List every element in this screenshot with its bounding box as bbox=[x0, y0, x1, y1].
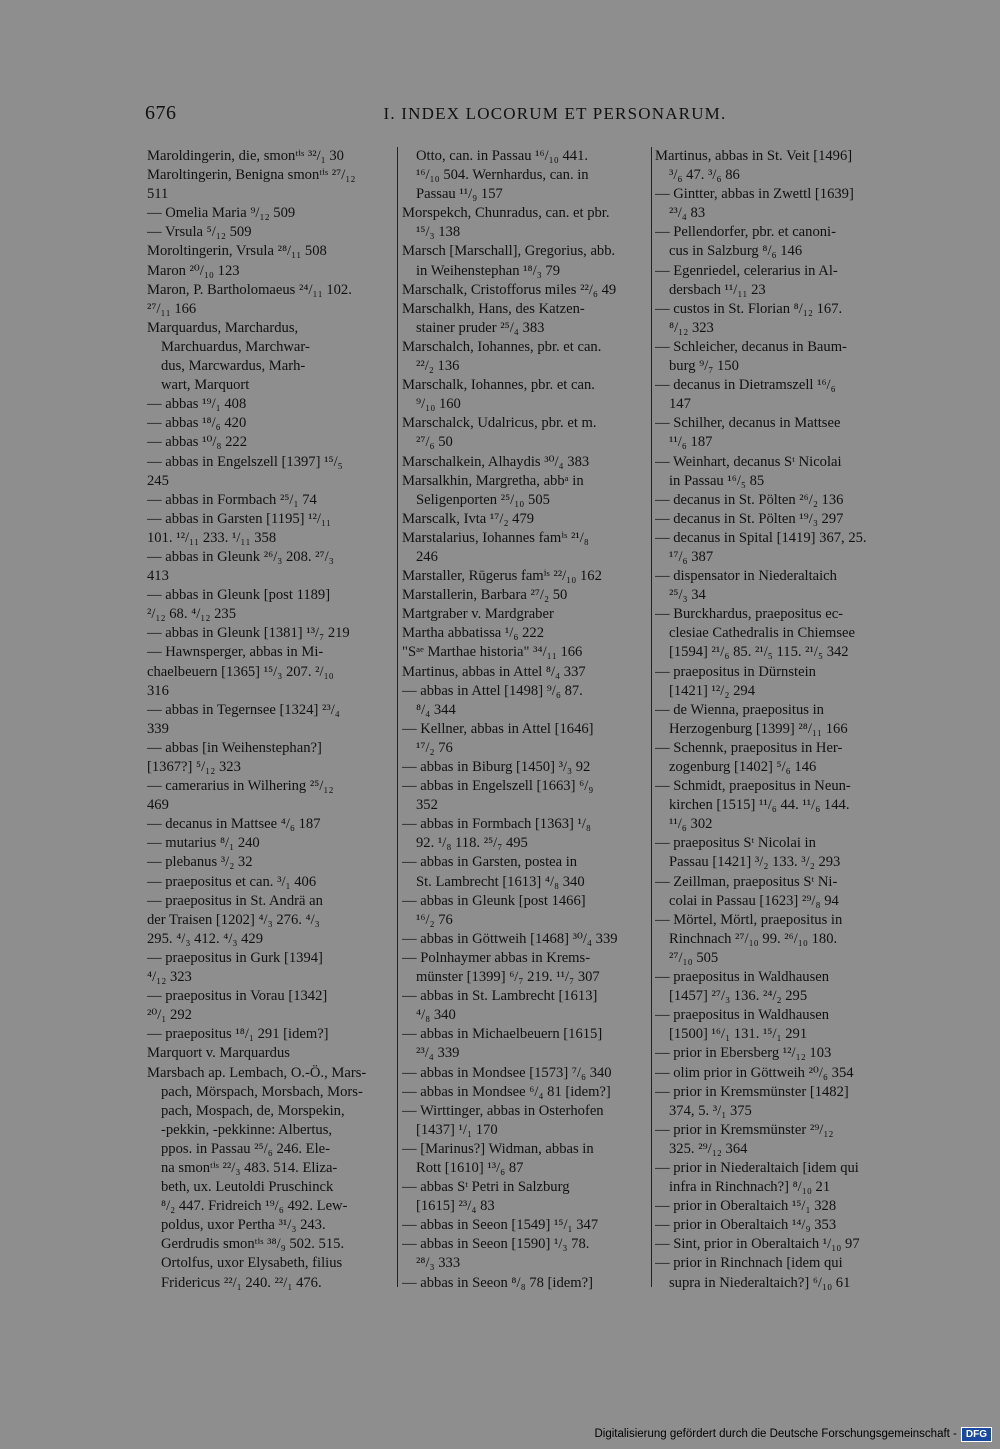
index-line: ⁸/₁₂ 323 bbox=[669, 319, 714, 336]
index-line: — abbas [in Weihenstephan?] bbox=[147, 739, 322, 756]
index-line: ¹⁵/₃ 138 bbox=[416, 224, 461, 241]
index-line: cus in Salzburg ⁸/₆ 146 bbox=[669, 243, 803, 260]
index-line: — prior in Ebersberg ¹²/₁₂ 103 bbox=[655, 1045, 832, 1062]
index-line: Marsalkhin, Margretha, abbᵃ in bbox=[402, 472, 584, 489]
index-line: — dispensator in Niederaltaich bbox=[655, 568, 837, 585]
index-line: chaelbeuern [1365] ¹⁵/₃ 207. ²/₁₀ bbox=[147, 663, 334, 680]
index-line: [1500] ¹⁶/₁ 131. ¹⁵/₁ 291 bbox=[669, 1026, 808, 1043]
index-line: — abbas in Engelszell [1663] ⁶/₉ bbox=[402, 778, 594, 795]
index-line: in Weihenstephan ¹⁸/₃ 79 bbox=[416, 262, 561, 279]
index-line: [1594] ²¹/₆ 85. ²¹/₅ 115. ²¹/₅ 342 bbox=[669, 644, 849, 661]
index-line: "Sᵃᵉ Marthae historia" ³⁴/₁₁ 166 bbox=[402, 644, 583, 661]
index-line: — praepositus et can. ³/₁ 406 bbox=[147, 873, 317, 890]
index-line: Marstaller, Rūgerus famⁱˢ ²²/₁₀ 162 bbox=[402, 568, 602, 585]
index-line: — praepositus ¹⁸/₁ 291 [idem?] bbox=[147, 1026, 329, 1043]
index-line: — Wirttinger, abbas in Osterhofen bbox=[402, 1102, 604, 1119]
index-line: — abbas in Attel [1498] ⁹/₆ 87. bbox=[402, 682, 583, 699]
index-line: — olim prior in Göttweih ²⁰/₆ 354 bbox=[655, 1064, 854, 1081]
index-line: 246 bbox=[416, 548, 438, 565]
index-line: — Omelia Maria ⁹/₁₂ 509 bbox=[147, 205, 296, 222]
index-line: — decanus in Dietramszell ¹⁶/₆ bbox=[655, 377, 836, 394]
index-line: — decanus in Spital [1419] 367, 25. bbox=[655, 529, 867, 546]
index-line: 511 bbox=[147, 186, 169, 203]
index-line: Herzogenburg [1399] ²⁸/₁₁ 166 bbox=[669, 720, 848, 737]
index-line: Martinus, abbas in Attel ⁸/₄ 337 bbox=[402, 663, 586, 680]
index-line: Maron ²⁰/₁₀ 123 bbox=[147, 262, 240, 279]
index-line: ²⁰/₁ 292 bbox=[147, 1007, 192, 1024]
index-line: ¹⁶/₁₀ 504. Wernhardus, can. in bbox=[416, 167, 589, 184]
index-line: ²⁷/₆ 50 bbox=[416, 434, 453, 451]
index-line: Martinus, abbas in St. Veit [1496] bbox=[655, 148, 853, 164]
index-line: — Weinhart, decanus Sᵗ Nicolai bbox=[655, 453, 842, 470]
index-line: — abbas ¹⁸/₆ 420 bbox=[147, 415, 247, 432]
index-line: ²³/₄ 83 bbox=[669, 205, 706, 222]
index-line: Marchuardus, Marchwar- bbox=[161, 338, 310, 355]
index-line: — abbas in Seeon [1590] ¹/₃ 78. bbox=[402, 1236, 590, 1253]
index-line: kirchen [1515] ¹¹/₆ 44. ¹¹/₆ 144. bbox=[669, 797, 850, 814]
index-line: poldus, uxor Pertha ³¹/₃ 243. bbox=[161, 1217, 326, 1234]
index-line: ¹¹/₆ 302 bbox=[669, 816, 713, 833]
index-line: — praepositus in Waldhausen bbox=[655, 969, 830, 986]
index-line: ²²/₂ 136 bbox=[416, 358, 460, 375]
index-line: — abbas in Seeon ⁸/₈ 78 [idem?] bbox=[402, 1274, 593, 1291]
index-line: — prior in Kremsmünster ²⁹/₁₂ bbox=[655, 1121, 834, 1138]
index-line: — praepositus in Gurk [1394] bbox=[147, 949, 323, 966]
running-title: I. INDEX LOCORUM ET PERSONARUM. bbox=[383, 104, 727, 123]
index-line: dus, Marcwardus, Marh- bbox=[161, 358, 306, 375]
index-line: ²/₁₂ 68. ⁴/₁₂ 235 bbox=[147, 606, 237, 623]
index-line: — abbas in Göttweih [1468] ³⁰/₄ 339 bbox=[402, 930, 618, 947]
index-line: Maron, P. Bartholomaeus ²⁴/₁₁ 102. bbox=[147, 281, 352, 298]
index-column-3 bbox=[655, 147, 901, 1293]
index-line: 295. ⁴/₃ 412. ⁴/₃ 429 bbox=[147, 930, 264, 947]
index-line: ³/₆ 47. ³/₆ 86 bbox=[669, 167, 740, 184]
dfg-logo: DFG bbox=[961, 1427, 992, 1442]
index-line: — Schilher, decanus in Mattsee bbox=[655, 415, 841, 432]
index-line: Marschalck, Udalricus, pbr. et m. bbox=[402, 415, 597, 432]
index-line: — abbas in St. Lambrecht [1613] bbox=[402, 988, 598, 1005]
index-line: 101. ¹²/₁₁ 233. ¹/₁₁ 358 bbox=[147, 529, 277, 546]
index-line: 339 bbox=[147, 720, 169, 737]
index-line: 469 bbox=[147, 797, 169, 814]
index-line: infra in Rinchnach?] ⁸/₁₀ 21 bbox=[669, 1179, 831, 1196]
index-line: dersbach ¹¹/₁₁ 23 bbox=[669, 281, 766, 298]
index-line: ¹⁶/₂ 76 bbox=[416, 911, 453, 928]
index-line: Morspekch, Chunradus, can. et pbr. bbox=[402, 205, 610, 222]
index-line: 325. ²⁹/₁₂ 364 bbox=[669, 1140, 748, 1157]
index-line: Maroltingerin, Benigna smonᵗⁱˢ ²⁷/₁₂ bbox=[147, 167, 356, 184]
index-line: Marschalk, Iohannes, pbr. et can. bbox=[402, 377, 595, 394]
index-line: Marschalkh, Hans, des Katzen- bbox=[402, 300, 585, 317]
index-line: 413 bbox=[147, 568, 169, 585]
index-line: — Kellner, abbas in Attel [1646] bbox=[402, 720, 594, 737]
index-line: — plebanus ³/₂ 32 bbox=[147, 854, 253, 871]
index-line: ⁹/₁₀ 160 bbox=[416, 396, 461, 413]
index-line: — Hawnsperger, abbas in Mi- bbox=[147, 644, 324, 661]
index-line: — Vrsula ⁵/₁₂ 509 bbox=[147, 224, 252, 241]
index-line: pach, Mörspach, Morsbach, Mors- bbox=[161, 1083, 363, 1100]
index-line: ⁸/₂ 447. Fridreich ¹⁹/₆ 492. Lew- bbox=[161, 1198, 348, 1215]
index-line: colai in Passau [1623] ²⁹/₈ 94 bbox=[669, 892, 839, 909]
index-line: 352 bbox=[416, 797, 438, 814]
index-line: Maroldingerin, die, smonᵗⁱˢ ³²/₁ 30 bbox=[147, 148, 344, 164]
index-line: Passau [1421] ³/₂ 133. ³/₂ 293 bbox=[669, 854, 841, 871]
index-line: münster [1399] ⁶/₇ 219. ¹¹/₇ 307 bbox=[416, 969, 600, 986]
index-line: Marschalkein, Alhaydis ³⁰/₄ 383 bbox=[402, 453, 590, 470]
index-line: ⁸/₄ 344 bbox=[416, 701, 456, 718]
index-line: ⁴/₈ 340 bbox=[416, 1007, 456, 1024]
index-line: Gerdrudis smonᵗⁱˢ ³⁸/₉ 502. 515. bbox=[161, 1236, 345, 1253]
index-line: beth, ux. Leutoldi Pruschinck bbox=[161, 1179, 334, 1196]
index-line: Marschalch, Iohannes, pbr. et can. bbox=[402, 338, 602, 355]
index-line: — Polnhaymer abbas in Krems- bbox=[402, 949, 591, 966]
index-line: Marscalk, Ivta ¹⁷/₂ 479 bbox=[402, 510, 535, 527]
index-line: — Schennk, praepositus in Her- bbox=[655, 739, 843, 756]
index-line: Marstallerin, Barbara ²⁷/₂ 50 bbox=[402, 587, 568, 604]
index-line: ⁴/₁₂ 323 bbox=[147, 969, 192, 986]
index-line: ²⁷/₁₁ 166 bbox=[147, 300, 197, 317]
index-line: — abbas in Formbach ²⁵/₁ 74 bbox=[147, 491, 317, 508]
column-divider bbox=[651, 147, 652, 1287]
index-line: — prior in Kremsmünster [1482] bbox=[655, 1083, 849, 1100]
index-line: Marstalarius, Iohannes famⁱˢ ²¹/₈ bbox=[402, 529, 589, 546]
index-line: — abbas in Formbach [1363] ¹/₈ bbox=[402, 816, 592, 833]
index-line: — [Marinus?] Widman, abbas in bbox=[402, 1140, 594, 1157]
page-header bbox=[145, 102, 905, 132]
index-line: Martha abbatissa ¹/₆ 222 bbox=[402, 625, 544, 642]
index-line: ²⁵/₃ 34 bbox=[669, 587, 706, 604]
index-line: Marschalk, Cristofforus miles ²²/₆ 49 bbox=[402, 281, 617, 298]
index-line: — praepositus in St. Andrä an bbox=[147, 892, 323, 909]
page-number: 676 bbox=[145, 102, 177, 124]
index-line: — de Wienna, praepositus in bbox=[655, 701, 824, 718]
index-line: ²⁷/₁₀ 505 bbox=[669, 949, 719, 966]
index-line: — mutarius ⁸/₁ 240 bbox=[147, 835, 260, 852]
index-line: — Zeillman, praepositus Sᵗ Ni- bbox=[655, 873, 838, 890]
index-line: — prior in Rinchnach [idem qui bbox=[655, 1255, 843, 1272]
index-line: — praepositus in Vorau [1342] bbox=[147, 988, 328, 1005]
index-line: — praepositus in Dürnstein bbox=[655, 663, 816, 680]
index-line: ²⁸/₃ 333 bbox=[416, 1255, 461, 1272]
index-line: 316 bbox=[147, 682, 169, 699]
index-line: der Traisen [1202] ⁴/₃ 276. ⁴/₃ bbox=[147, 911, 320, 928]
index-line: -pekkin, -pekkinne: Albertus, bbox=[161, 1121, 333, 1138]
column-divider bbox=[397, 147, 398, 1287]
index-line: — Schleicher, decanus in Baum- bbox=[655, 338, 847, 355]
index-line: Seligenporten ²⁵/₁₀ 505 bbox=[416, 491, 550, 508]
index-line: — praepositus Sᵗ Nicolai in bbox=[655, 835, 816, 852]
index-line: 92. ¹/₈ 118. ²⁵/₇ 495 bbox=[416, 835, 528, 852]
index-line: — decanus in Mattsee ⁴/₆ 187 bbox=[147, 816, 321, 833]
index-line: ¹⁷/₆ 387 bbox=[669, 548, 714, 565]
footer bbox=[594, 1425, 992, 1443]
index-line: — abbas in Garsten [1195] ¹²/₁₁ bbox=[147, 510, 332, 527]
index-line: — prior in Niederaltaich [idem qui bbox=[655, 1159, 859, 1176]
index-line: — prior in Oberaltaich ¹⁵/₁ 328 bbox=[655, 1198, 837, 1215]
index-line: Passau ¹¹/₉ 157 bbox=[416, 186, 503, 203]
index-line: na smonᵗⁱˢ ²²/₃ 483. 514. Eliza- bbox=[161, 1159, 338, 1176]
index-line: — abbas ¹⁰/₈ 222 bbox=[147, 434, 248, 451]
index-line: — custos in St. Florian ⁸/₁₂ 167. bbox=[655, 300, 843, 317]
index-line: ¹⁷/₂ 76 bbox=[416, 739, 453, 756]
footer-credit: Digitalisierung gefördert durch die Deutsche Forschungsgemeinschaft - bbox=[594, 1428, 957, 1440]
index-line: — abbas in Tegernsee [1324] ²³/₄ bbox=[147, 701, 340, 718]
index-line: — Sint, prior in Oberaltaich ¹/₁₀ 97 bbox=[655, 1236, 860, 1253]
index-line: Marsbach ap. Lembach, O.-Ö., Mars- bbox=[147, 1064, 367, 1081]
index-line: [1367?] ⁵/₁₂ 323 bbox=[147, 759, 241, 775]
index-line: — abbas in Garsten, postea in bbox=[402, 854, 578, 871]
index-line: — abbas in Engelszell [1397] ¹⁵/₅ bbox=[147, 453, 343, 470]
index-line: Rott [1610] ¹³/₆ 87 bbox=[416, 1159, 524, 1176]
index-line: — camerarius in Wilhering ²⁵/₁₂ bbox=[147, 778, 334, 795]
index-line: stainer pruder ²⁵/₄ 383 bbox=[416, 319, 545, 336]
index-line: Otto, can. in Passau ¹⁶/₁₀ 441. bbox=[416, 148, 589, 164]
index-line: — abbas in Mondsee ⁶/₄ 81 [idem?] bbox=[402, 1083, 611, 1100]
index-line: — abbas in Mondsee [1573] ⁷/₆ 340 bbox=[402, 1064, 612, 1081]
index-line: Moroltingerin, Vrsula ²⁸/₁₁ 508 bbox=[147, 243, 327, 260]
index-line: Marsch [Marschall], Gregorius, abb. bbox=[402, 243, 616, 260]
index-line: — abbas in Michaelbeuern [1615] bbox=[402, 1026, 603, 1043]
index-line: — Burckhardus, praepositus ec- bbox=[655, 606, 844, 623]
index-line: Rinchnach ²⁷/₁₀ 99. ²⁶/₁₀ 180. bbox=[669, 930, 838, 947]
index-line: Ortolfus, uxor Elysabeth, filius bbox=[161, 1255, 343, 1272]
index-line: burg ⁹/₇ 150 bbox=[669, 358, 739, 375]
index-line: — abbas in Gleunk [1381] ¹³/₇ 219 bbox=[147, 625, 350, 642]
index-line: — abbas ¹⁹/₁ 408 bbox=[147, 396, 247, 413]
index-line: in Passau ¹⁶/₅ 85 bbox=[669, 472, 765, 489]
index-line: — abbas Sᵗ Petri in Salzburg bbox=[402, 1179, 570, 1196]
index-line: Fridericus ²²/₁ 240. ²²/₁ 476. bbox=[161, 1274, 322, 1291]
index-line: [1421] ¹²/₂ 294 bbox=[669, 682, 755, 699]
index-line: — praepositus in Waldhausen bbox=[655, 1007, 830, 1024]
index-line: wart, Marquort bbox=[161, 377, 250, 394]
index-line: pach, Mospach, de, Morspekin, bbox=[161, 1102, 345, 1119]
index-line: ²³/₄ 339 bbox=[416, 1045, 460, 1062]
index-column-1 bbox=[147, 147, 391, 1293]
index-line: — abbas in Gleunk ²⁶/₃ 208. ²⁷/₃ bbox=[147, 548, 334, 565]
index-line: St. Lambrecht [1613] ⁴/₈ 340 bbox=[416, 873, 585, 890]
index-line: Martgraber v. Mardgraber bbox=[402, 606, 554, 623]
index-line: — Gintter, abbas in Zwettl [1639] bbox=[655, 186, 854, 203]
index-line: — prior in Oberaltaich ¹⁴/₉ 353 bbox=[655, 1217, 837, 1234]
index-line: zogenburg [1402] ⁵/₆ 146 bbox=[669, 759, 817, 775]
index-line: ¹¹/₆ 187 bbox=[669, 434, 713, 451]
index-line: supra in Niederaltaich?] ⁶/₁₀ 61 bbox=[669, 1274, 851, 1291]
index-line: — decanus in St. Pölten ²⁶/₂ 136 bbox=[655, 491, 844, 508]
index-column-2 bbox=[402, 147, 646, 1293]
index-line: clesiae Cathedralis in Chiemsee bbox=[669, 625, 856, 642]
index-line: — Mörtel, Mörtl, praepositus in bbox=[655, 911, 843, 928]
index-line: 245 bbox=[147, 472, 169, 489]
index-line: [1615] ²³/₄ 83 bbox=[416, 1198, 495, 1215]
index-line: [1437] ¹/₁ 170 bbox=[416, 1121, 498, 1138]
index-line: — abbas in Seeon [1549] ¹⁵/₁ 347 bbox=[402, 1217, 599, 1234]
index-line: 374, 5. ³/₁ 375 bbox=[669, 1102, 752, 1119]
index-line: — Schmidt, praepositus in Neun- bbox=[655, 778, 851, 795]
index-line: — Pellendorfer, pbr. et canoni- bbox=[655, 224, 836, 241]
index-line: ppos. in Passau ²⁵/₆ 246. Ele- bbox=[161, 1140, 330, 1157]
index-line: — abbas in Gleunk [post 1189] bbox=[147, 587, 331, 604]
index-line: — abbas in Biburg [1450] ³/₃ 92 bbox=[402, 759, 591, 775]
index-line: Marquort v. Marquardus bbox=[147, 1045, 290, 1062]
index-line: [1457] ²⁷/₃ 136. ²⁴/₂ 295 bbox=[669, 988, 808, 1005]
index-line: — decanus in St. Pölten ¹⁹/₃ 297 bbox=[655, 510, 844, 527]
index-line: — abbas in Gleunk [post 1466] bbox=[402, 892, 586, 909]
index-line: — Egenriedel, celerarius in Al- bbox=[655, 262, 838, 279]
index-line: 147 bbox=[669, 396, 691, 413]
index-line: Marquardus, Marchardus, bbox=[147, 319, 299, 336]
